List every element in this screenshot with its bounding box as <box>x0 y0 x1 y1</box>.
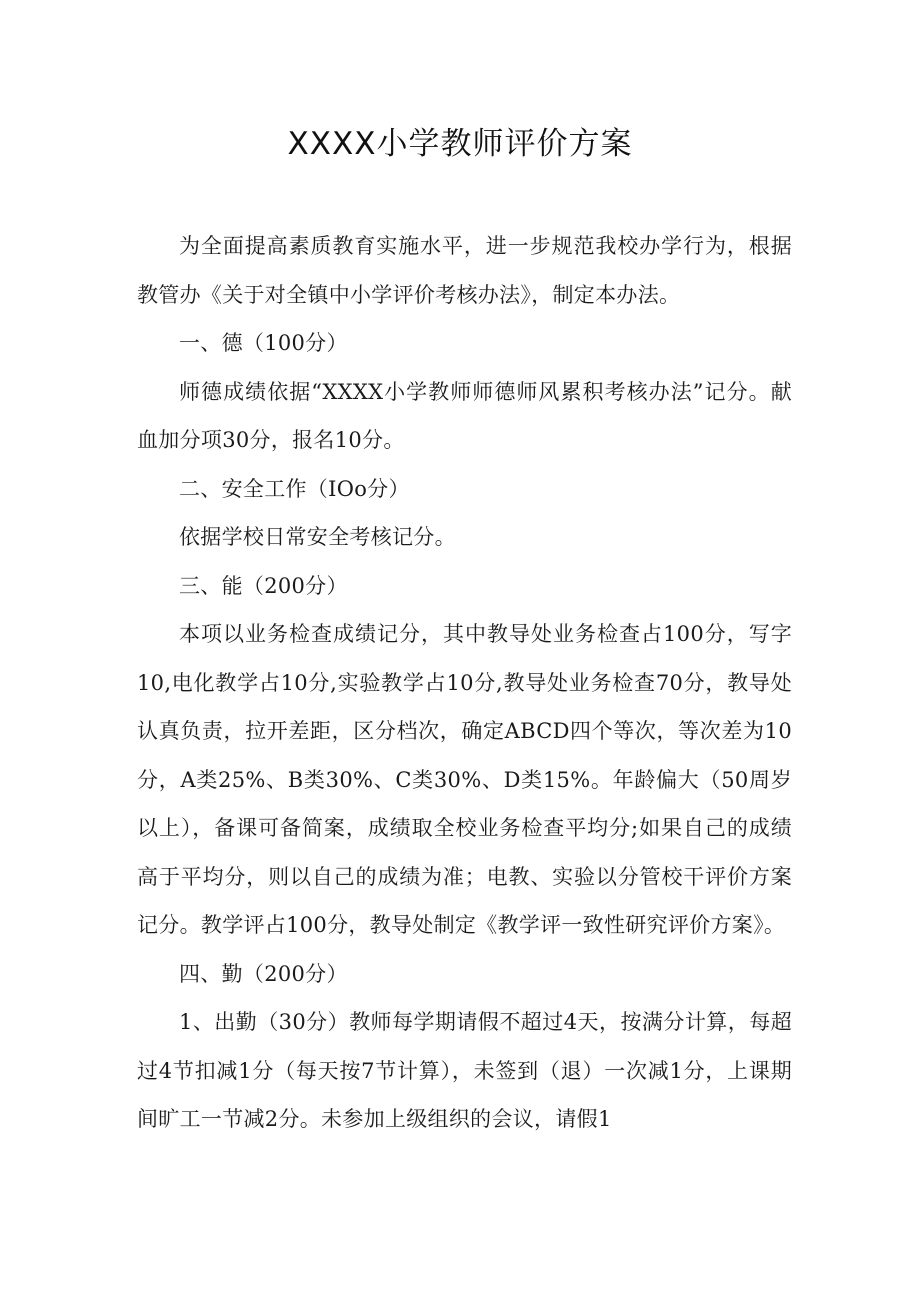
morality-paragraph: 师德成绩依据“XXXX小学教师师德师风累积考核办法”记分。献血加分项30分，报名10分。 <box>137 379 792 452</box>
ability-paragraph: 本项以业务检查成绩记分，其中教导处业务检查占100分，写字10,电化教学占10分,实验教学占10分,教导处业务检查70分，教导处认真负责，拉开差距，区分档次，确定ABCD四个等次，等次差为10分，A类25%、B类30%、C类30%、D类15%。年龄偏大（50周岁以上），备课可备简案，成绩取全校业务检查平均分;如果自己的成绩高于平均分，则以自己的成绩为准；电教、实验以分管校干评价方案记分。教学评占100分，教导处制定《教学评一致性研究评价方案》。 <box>137 622 792 937</box>
safety-paragraph: 依据学校日常安全考核记分。 <box>179 525 456 549</box>
attendance-paragraph: 1、出勤（30分）教师每学期请假不超过4天，按满分计算，每超过4节扣减1分（每天按7节计算），未签到（退）一次减1分，上课期间旷工一节减2分。未参加上级组织的会议，请假1 <box>137 1010 792 1131</box>
intro-paragraph: 为全面提高素质教育实施水平，进一步规范我校办学行为，根据教管办《关于对全镇中小学评价考核办法》，制定本办法。 <box>137 234 792 307</box>
section-heading-ability: 三、能（200分） <box>179 573 348 598</box>
section-heading-safety: 二、安全工作（IOo分） <box>179 476 410 501</box>
document-title: XXXX小学教师评价方案 <box>287 126 633 162</box>
section-heading-diligence: 四、勤（200分） <box>179 961 348 986</box>
document-body <box>137 222 792 1144</box>
section-heading-morality: 一、德（100分） <box>179 331 348 355</box>
